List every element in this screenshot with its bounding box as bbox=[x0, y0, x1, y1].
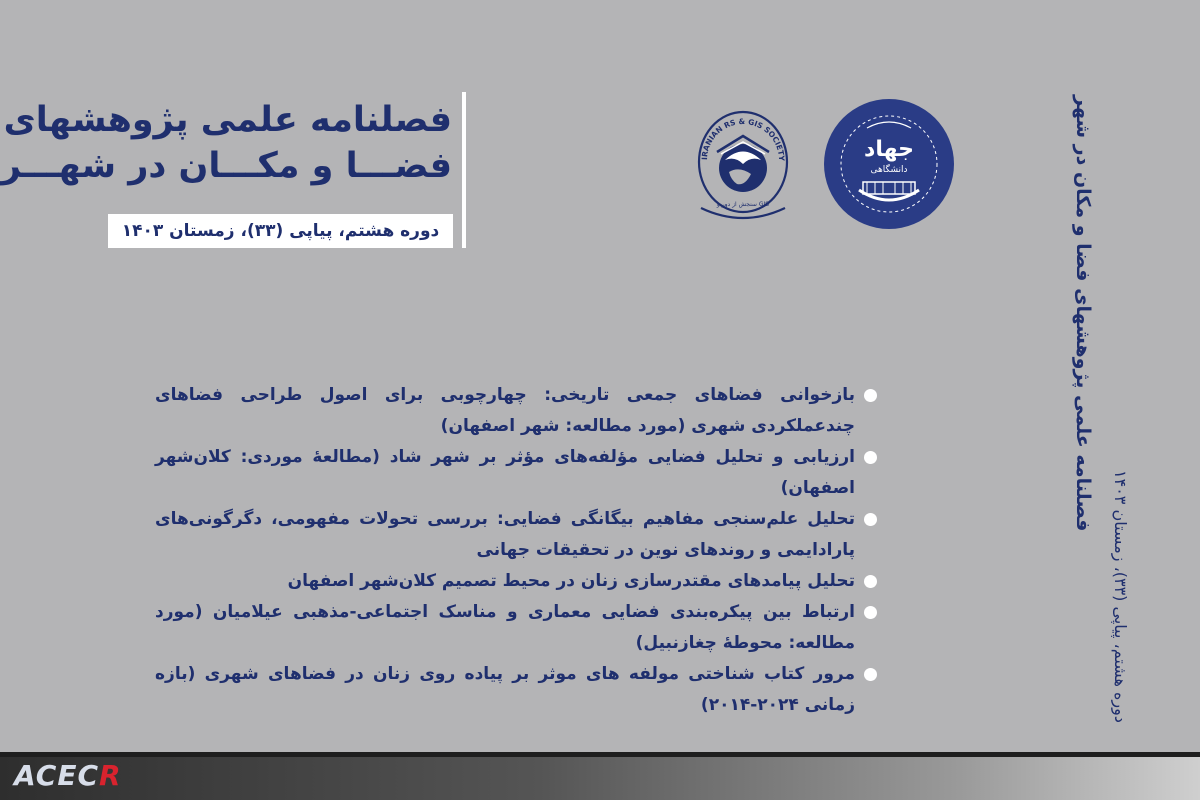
society-logo-text: IRANIAN RS & GIS SOCIETY bbox=[699, 116, 787, 162]
jahad-logo-text: جهاد bbox=[864, 137, 914, 162]
bullet-icon bbox=[864, 451, 877, 464]
spine-issue-info: دوره هشتم، پیاپی (۳۳)، زمستان ۱۴۰۳ bbox=[1111, 470, 1130, 723]
bullet-icon bbox=[864, 513, 877, 526]
bullet-icon bbox=[864, 668, 877, 681]
journal-title-line-2: فضـــا و مکـــان در شهـــر bbox=[0, 146, 452, 186]
acecr-brand-logo bbox=[14, 760, 122, 792]
bullet-icon bbox=[864, 389, 877, 402]
bullet-icon bbox=[864, 606, 877, 619]
jahad-daneshgahi-logo bbox=[823, 98, 955, 230]
article-item bbox=[155, 659, 883, 721]
article-title: ارتباط بین پیکره‌بندی فضایی معماری و مناسک اجتماعی-مذهبی عیلامیان (مورد مطالعه: محوطهٔ چغازنبیل) bbox=[155, 602, 855, 653]
article-list bbox=[155, 380, 883, 721]
bullet-icon bbox=[864, 575, 877, 588]
journal-title-line-1: فصلنامه علمی پژوهشهای bbox=[3, 100, 452, 140]
footer-bar bbox=[0, 752, 1200, 800]
article-title: تحلیل علم‌سنجی مفاهیم بیگانگی فضایی: بررسی تحولات مفهومی، دگرگونی‌های پارادایمی و روندهای نوین در تحقیقات جهانی bbox=[155, 509, 855, 560]
title-divider bbox=[462, 92, 466, 248]
brand-accent-text: R bbox=[99, 759, 122, 792]
article-title: بازخوانی فضاهای جمعی تاریخی: چهارچوبی برای اصول طراحی فضاهای چندعملکردی شهری (مورد مطالعه: شهر اصفهان) bbox=[155, 385, 855, 436]
brand-main-text: ACEC bbox=[14, 759, 100, 792]
article-item bbox=[155, 442, 883, 504]
article-title: تحلیل پیامدهای مقتدرسازی زنان در محیط تصمیم کلان‌شهر اصفهان bbox=[287, 571, 855, 591]
article-item bbox=[155, 566, 883, 597]
journal-title-block bbox=[0, 92, 452, 250]
article-item bbox=[155, 380, 883, 442]
svg-text:سنجش از دور و GIS: سنجش از دور و GIS bbox=[716, 201, 770, 208]
spine-title: فصلنامه علمی پژوهشهای فضا و مکان در شهر bbox=[1072, 95, 1094, 532]
jahad-logo-subtext: دانشگاهی bbox=[870, 165, 908, 175]
issue-info: دوره هشتم، پیاپی (۳۳)، زمستان ۱۴۰۳ bbox=[108, 214, 453, 248]
article-item bbox=[155, 597, 883, 659]
article-item bbox=[155, 504, 883, 566]
cover-spine bbox=[1048, 95, 1168, 755]
article-title: مرور کتاب شناختی مولفه های موثر بر پیاده روی زنان در فضاهای شهری (بازه زمانی ۲۰۲۴-۲۰۱۴) bbox=[155, 664, 855, 715]
iranian-rs-gis-society-logo bbox=[693, 98, 793, 233]
article-title: ارزیابی و تحلیل فضایی مؤلفه‌های مؤثر بر شهر شاد (مطالعهٔ موردی: کلان‌شهر اصفهان) bbox=[155, 447, 855, 498]
